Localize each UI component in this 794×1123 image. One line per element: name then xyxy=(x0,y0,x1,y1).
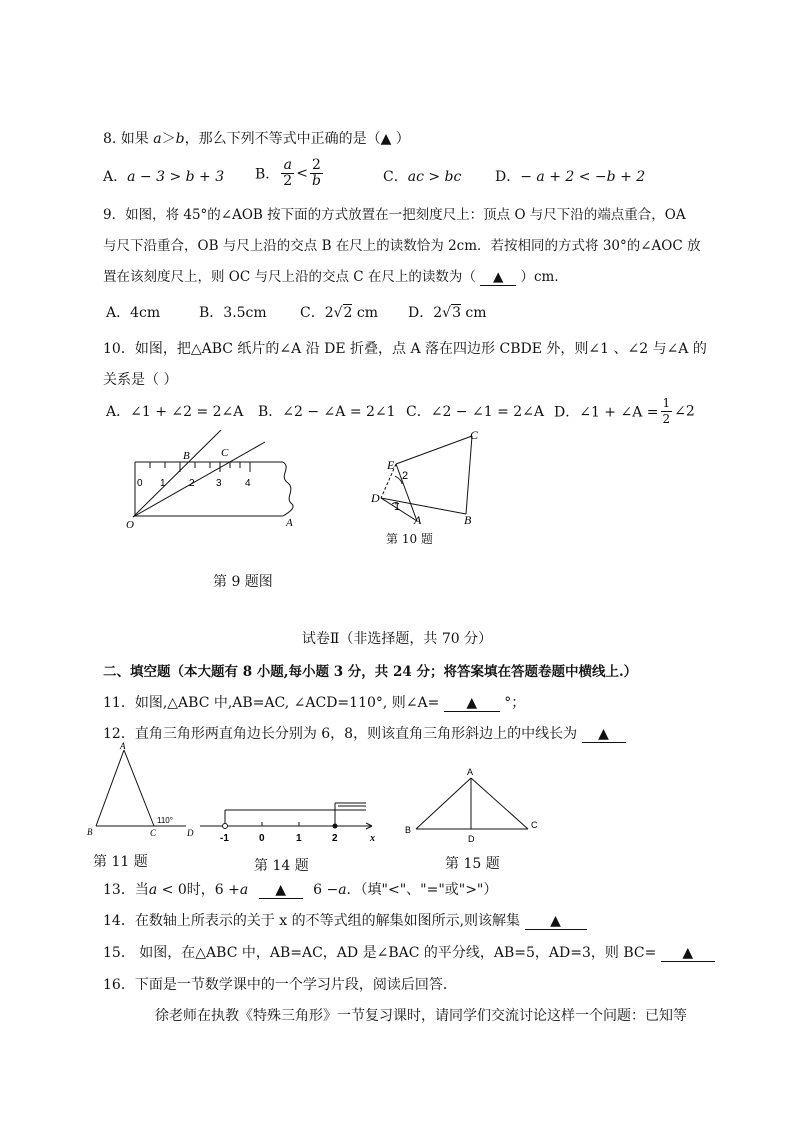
figure-15-triangle xyxy=(400,764,550,844)
fig14-tick-0: 0 xyxy=(259,833,265,844)
fig11-caption: 第 11 题 xyxy=(93,854,148,870)
q13: 13．当a < 0时，6 +a ▲ 6 −a．（填"<"、"="或">"） xyxy=(103,882,498,898)
q9-line-3: 置在该刻度尺上，则 OC 与尺上沿的交点 C 在尺上的读数为（ ▲ ）cm． xyxy=(103,269,568,285)
closed-endpoint xyxy=(333,824,338,829)
q8-stem: 8. 如果 a＞b，那么下列不等式中正确的是（▲ ） xyxy=(103,131,410,147)
figure-9-ruler-diagram xyxy=(120,428,310,534)
fig9-tick-4: 4 xyxy=(245,478,251,489)
section-title: 试卷Ⅱ（非选择题，共 70 分） xyxy=(301,631,493,647)
figure-14-number-line xyxy=(198,796,384,848)
fig15-label-a: A xyxy=(467,767,474,777)
q9-answer-blank: ▲ xyxy=(480,269,516,286)
q13-answer-blank: ▲ xyxy=(259,882,303,899)
fig10-label-c: C xyxy=(470,428,479,442)
fig14-axis-label: x xyxy=(370,833,375,844)
q11: 11．如图,△ABC 中,AB=AC, ∠ACD=110°, 则∠A= ▲ °； xyxy=(103,695,526,711)
q9-option-c: C．2√2 cm xyxy=(300,305,379,321)
fig11-label-b: B xyxy=(87,827,93,837)
q14-answer-blank: ▲ xyxy=(525,913,587,930)
fig10-label-d: D xyxy=(371,491,380,505)
fig11-angle-label: 110° xyxy=(157,816,173,825)
fig15-label-d: D xyxy=(468,834,475,844)
fig14-caption: 第 14 题 xyxy=(254,858,309,874)
q10-option-b: B．∠2 − ∠A = 2∠1 xyxy=(258,404,396,420)
fig9-tick-0: 0 xyxy=(137,478,143,489)
fig9-label-o: O xyxy=(126,519,134,531)
q10-line-1: 10．如图，把△ABC 纸片的∠A 沿 DE 折叠，点 A 落在四边形 CBDE 外，则∠1 、∠2 与∠A 的 xyxy=(103,341,707,357)
figure-11-triangle xyxy=(86,740,206,840)
fig9-tick-1: 1 xyxy=(160,478,166,489)
fill-in-section-heading: 二、填空题（本大题有 8 小题,每小题 3 分，共 24 分；将答案填在答题卷题中横线上.） xyxy=(103,664,638,680)
fig10-label-e: E xyxy=(387,458,395,472)
q14: 14．在数轴上所表示的关于 x 的不等式组的解集如图所示,则该解集 ▲ xyxy=(103,910,587,930)
fig9-tick-3: 3 xyxy=(216,478,222,489)
q12: 12．直角三角形两直角边长分别为 6，8，则该直角三角形斜边上的中线长为 ▲ xyxy=(103,723,626,743)
q16-line-2: 徐老师在执教《特殊三角形》一节复习课时，请同学们交流讨论这样一个问题：已知等 xyxy=(155,1008,687,1024)
q10-option-a: A．∠1 + ∠2 = 2∠A xyxy=(106,404,244,420)
q9-line-2: 与尺下沿重合，OB 与尺上沿的交点 B 在尺上的读数恰为 2cm．若按相同的方式将 30°的∠AOC 放 xyxy=(103,238,701,254)
q12-answer-blank: ▲ xyxy=(582,726,626,743)
figure-10-fold-diagram xyxy=(362,424,492,524)
fig15-label-b: B xyxy=(405,825,412,835)
fig15-caption: 第 15 题 xyxy=(445,856,500,872)
fig15-label-c: C xyxy=(531,820,538,830)
q10-option-c: C．∠2 − ∠1 = 2∠A xyxy=(406,404,544,420)
q8-option-b: B． $\frac{a}{2}$ < $\frac{2}{b}$ xyxy=(255,157,321,189)
fig10-label-1: 1 xyxy=(394,501,401,513)
q8-option-d: D．− a + 2 < −b + 2 xyxy=(495,169,646,185)
q8-option-a: A．a − 3 > b + 3 xyxy=(103,169,225,185)
q15-answer-blank: ▲ xyxy=(661,945,715,962)
fig14-tick-2: 2 xyxy=(332,833,338,844)
fig11-label-d: D xyxy=(187,828,194,838)
q10-option-d: D．∠1 + ∠A = $\frac{1}{2}$ ∠2 xyxy=(554,396,695,426)
fig9-label-a: A xyxy=(286,517,293,529)
fig9-tick-2: 2 xyxy=(189,478,195,489)
fig9-label-b: B xyxy=(183,450,190,462)
q10-line-2: 关系是（ ） xyxy=(103,372,178,388)
fig14-tick-neg1: -1 xyxy=(220,833,229,844)
fig10-label-a: A xyxy=(414,513,422,524)
q9-line-1: 9．如图，将 45°的∠AOB 按下面的方式放置在一把刻度尺上：顶点 O 与尺下沿的端点重合，OA xyxy=(103,207,686,223)
fig10-label-2: 2 xyxy=(402,470,409,482)
q9-option-a: A．4cm xyxy=(106,305,161,321)
fig10-label-b: B xyxy=(464,513,472,524)
open-endpoint xyxy=(223,824,228,829)
fig11-label-a: A xyxy=(120,741,126,751)
q9-option-b: B．3.5cm xyxy=(199,305,267,321)
q8-option-c: C．ac > bc xyxy=(383,169,462,185)
fig9-caption: 第 9 题图 xyxy=(213,574,273,590)
fig9-label-c: C xyxy=(221,447,229,459)
q15: 15． 如图，在△ABC 中，AB=AC，AD 是∠BAC 的平分线，AB=5，AD=3，则 BC= ▲ xyxy=(103,942,715,962)
fig14-tick-1: 1 xyxy=(296,833,302,844)
q11-answer-blank: ▲ xyxy=(444,695,500,712)
q16-line-1: 16．下面是一节数学课中的一个学习片段，阅读后回答． xyxy=(103,977,457,993)
fig10-caption: 第 10 题 xyxy=(386,532,433,546)
q9-option-d: D．2√3 cm xyxy=(408,305,487,321)
fig11-label-c: C xyxy=(150,828,157,838)
